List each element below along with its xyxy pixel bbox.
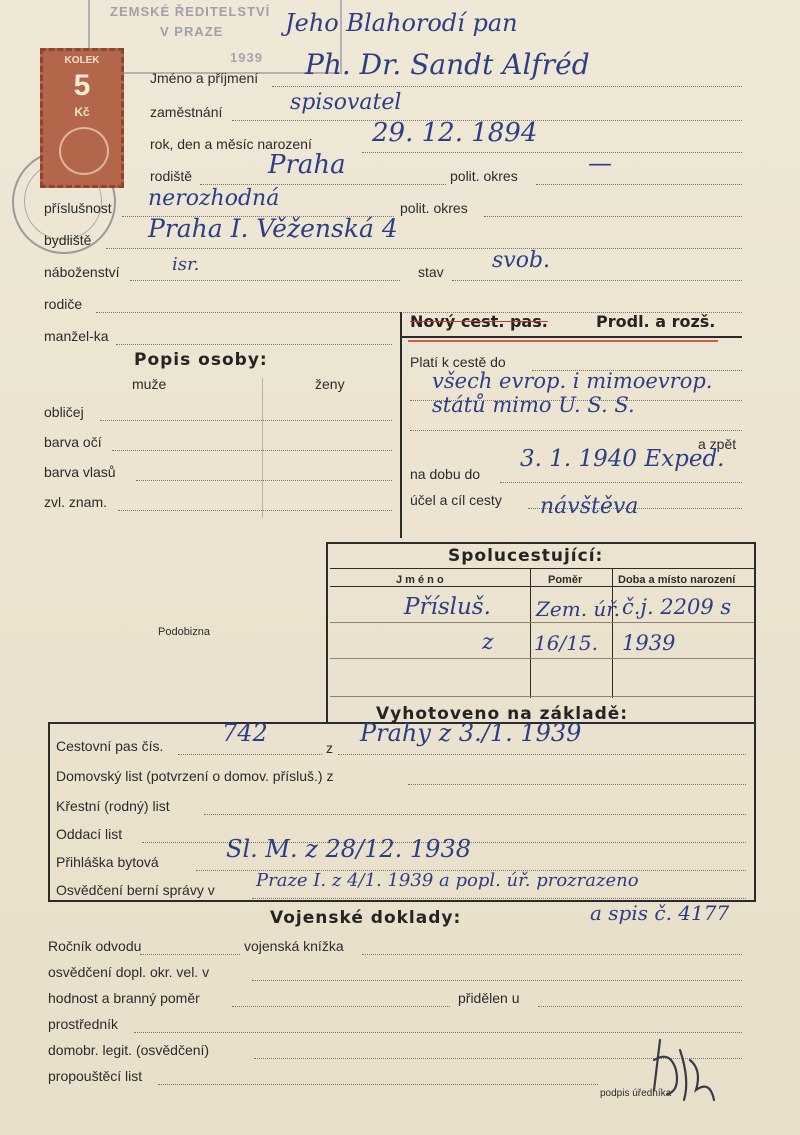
office-stamp-line2: V PRAZE	[160, 24, 224, 39]
basis-marriage-label: Oddací list	[56, 826, 123, 842]
birthplace-label: rodiště	[150, 168, 193, 184]
valid-label: Platí k cestě do	[410, 354, 506, 370]
companions-row-line-2	[330, 658, 754, 659]
companions-hw-row2-date: 1939	[622, 631, 676, 655]
purpose-value: návštěva	[540, 494, 639, 519]
military-cert-label: osvědčení dopl. okr. vel. v	[48, 964, 210, 980]
passport-heading-new: Nový cest. pas.	[410, 312, 548, 331]
birthplace-value: Praha	[268, 150, 346, 180]
residence-line	[106, 248, 742, 249]
birth-value: 29. 12. 1894	[372, 118, 538, 148]
companions-col-name: J m é n o	[396, 574, 444, 586]
military-year-line	[140, 954, 240, 955]
purpose-label: účel a cíl cesty	[410, 492, 502, 508]
companions-hw-row2-relation: 16/15.	[534, 631, 598, 655]
military-book-line	[362, 954, 742, 955]
basis-baptism-label: Křestní (rodný) list	[56, 798, 170, 814]
basis-from-label: z	[326, 740, 333, 756]
eyes-label: barva očí	[44, 434, 102, 450]
eyes-line	[112, 450, 392, 451]
marks-line	[118, 510, 392, 511]
basis-domicile-label: Domovský list (potvrzení o domov. přísluš.) z	[56, 768, 334, 784]
district-label: polit. okres	[450, 168, 518, 184]
duration-value: 3. 1. 1940 Exped.	[520, 446, 725, 472]
passport-heading-underline	[402, 336, 742, 338]
revenue-stamp-unit: Kč	[74, 105, 90, 119]
basis-box-right	[754, 722, 756, 902]
basis-tax-value-2: a spis č. 4177	[590, 901, 730, 925]
description-column-divider	[262, 378, 263, 518]
companions-col-divider-2	[612, 568, 613, 698]
military-rank-line	[232, 1006, 450, 1007]
photo-label: Podobizna	[158, 626, 210, 638]
marks-label: zvl. znam.	[44, 494, 108, 510]
military-assigned-label: přidělen u	[458, 990, 520, 1006]
passport-heading-prodl: Prodl. a rozš.	[596, 312, 716, 331]
birth-line	[362, 152, 742, 153]
basis-box-top-left	[48, 722, 328, 724]
basis-registration-label: Přihláška bytová	[56, 854, 159, 870]
companions-subheader-line	[330, 586, 754, 587]
religion-label: náboženství	[44, 264, 120, 280]
military-rank-label: hodnost a branný poměr	[48, 990, 200, 1006]
district-line	[536, 184, 742, 185]
hair-line	[136, 480, 392, 481]
companions-col-birth: Doba a místo narození	[618, 574, 736, 586]
occupation-value: spisovatel	[290, 90, 402, 115]
companions-hw-date: č.j. 2209 s	[622, 595, 732, 619]
birthplace-line	[200, 184, 446, 185]
duration-line	[500, 482, 742, 483]
basis-passport-from: Prahy z 3./1. 1939	[360, 719, 582, 747]
district-value: —	[588, 149, 612, 177]
companions-title: Spolucestující:	[448, 546, 604, 566]
military-assigned-line	[538, 1006, 742, 1007]
face-line	[100, 420, 392, 421]
military-mediator-label: prostředník	[48, 1016, 119, 1032]
basis-tax-value: Praze I. z 4/1. 1939 a popl. úř. prozrazeno	[256, 870, 639, 891]
basis-registration-value: Sl. M. z 28/12. 1938	[226, 835, 471, 863]
religion-value: isr.	[172, 254, 200, 275]
passport-red-underline	[408, 340, 718, 342]
face-label: obličej	[44, 404, 84, 420]
hair-label: barva vlasů	[44, 464, 116, 480]
religion-line	[130, 280, 400, 281]
companions-row-line-1	[330, 622, 754, 623]
basis-from-line	[338, 754, 746, 755]
military-cert-line	[252, 980, 742, 981]
basis-tax-line	[252, 898, 746, 899]
description-title: Popis osoby:	[134, 350, 268, 370]
return-label: a zpět	[698, 436, 737, 452]
spouse-line	[116, 344, 392, 345]
citizenship-label: příslušnost	[44, 200, 112, 216]
name-label: Jméno a příjmení	[150, 70, 259, 86]
district2-line	[484, 216, 742, 217]
spouse-label: manžel-ka	[44, 328, 109, 344]
handwritten-salutation: Jeho Blahorodí pan	[285, 9, 518, 37]
office-stamp-line1: ZEMSKÉ ŘEDITELSTVÍ	[110, 4, 271, 19]
military-release-label: propouštěcí list	[48, 1068, 143, 1084]
basis-passport-value: 742	[222, 719, 268, 747]
district2-label: polit. okres	[400, 200, 468, 216]
birth-label: rok, den a měsíc narození	[150, 136, 312, 152]
valid-value-1: všech evrop. i mimoevrop.	[432, 369, 713, 393]
office-stamp-date: 1939	[230, 50, 263, 65]
companions-row-line-3	[330, 696, 754, 697]
companions-hw-row2-name: z	[482, 630, 494, 655]
passport-box-left-border	[400, 312, 402, 538]
revenue-stamp	[40, 48, 124, 188]
basis-baptism-line	[204, 814, 746, 815]
basis-passport-line	[178, 754, 322, 755]
name-line	[272, 86, 742, 87]
occupation-label: zaměstnání	[150, 104, 223, 120]
military-title: Vojenské doklady:	[270, 908, 462, 928]
companions-col-relation: Poměr	[548, 574, 583, 586]
revenue-stamp-emblem-icon	[59, 127, 109, 175]
military-legit-label: domobr. legit. (osvědčení)	[48, 1042, 210, 1058]
description-col-women: ženy	[315, 376, 345, 392]
residence-value: Praha I. Věženská 4	[148, 214, 398, 243]
revenue-stamp-value: 5	[73, 69, 91, 102]
companions-header-line	[330, 568, 754, 569]
residence-label: bydliště	[44, 232, 92, 248]
military-book-label: vojenská knížka	[244, 938, 344, 954]
status-value: svob.	[492, 248, 551, 273]
companions-col-divider-1	[530, 568, 531, 698]
revenue-stamp-top: KOLEK	[64, 55, 100, 66]
status-line	[452, 280, 742, 281]
description-col-men: muže	[132, 376, 167, 392]
basis-tax-label: Osvědčení berní správy v	[56, 882, 215, 898]
basis-passport-label: Cestovní pas čís.	[56, 738, 164, 754]
companions-hw-relation: Zem. úř.	[536, 597, 621, 621]
duration-label: na dobu do	[410, 466, 481, 482]
signature-label: podpis úředníka	[600, 1088, 672, 1099]
valid-value-2: států mimo U. S. S.	[432, 393, 635, 417]
basis-box-left	[48, 722, 50, 902]
basis-domicile-line	[408, 784, 746, 785]
name-value: Ph. Dr. Sandt Alfréd	[305, 48, 590, 81]
military-year-label: Ročník odvodu	[48, 938, 142, 954]
status-label: stav	[418, 264, 444, 280]
companions-hw-name: Přísluš.	[404, 594, 491, 620]
valid-line-3	[410, 430, 742, 431]
military-release-line	[158, 1084, 598, 1085]
basis-title: Vyhotoveno na základě:	[376, 704, 629, 724]
citizenship-value: nerozhodná	[148, 186, 280, 211]
parents-label: rodiče	[44, 296, 83, 312]
